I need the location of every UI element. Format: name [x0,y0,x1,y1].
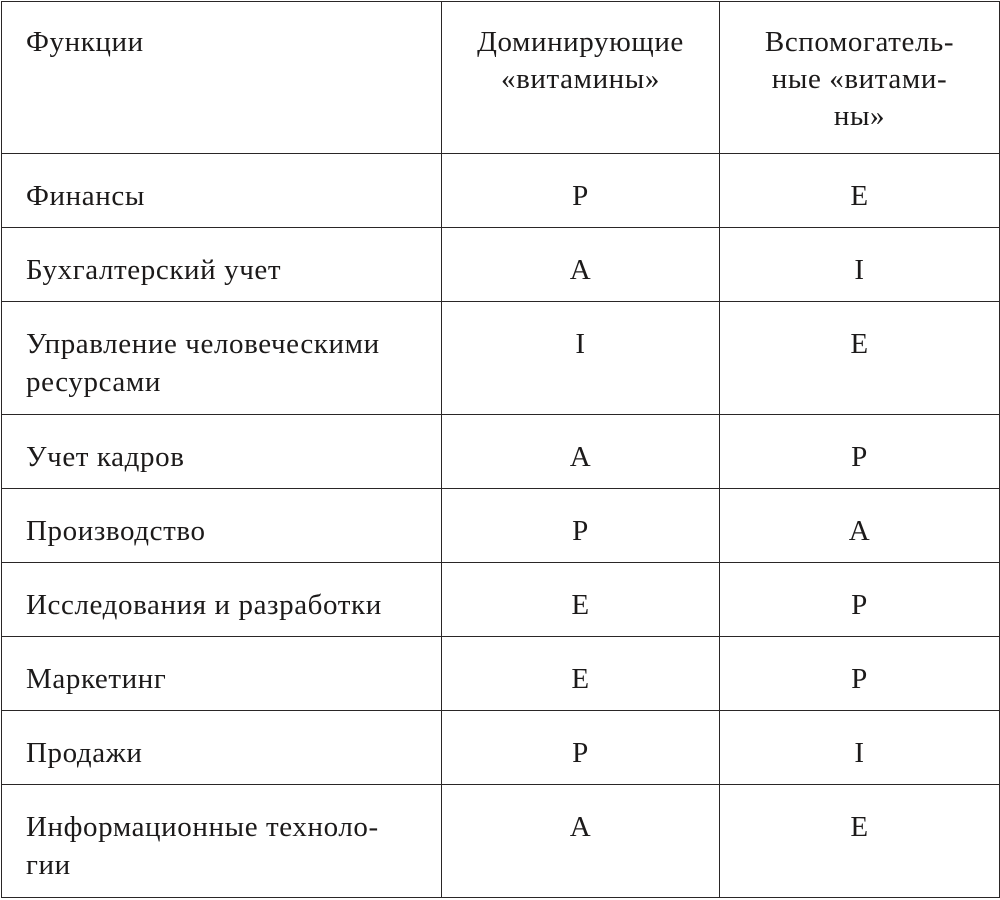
table-row [2,489,1000,563]
auxiliary-vitamin-cell: A [720,489,1000,563]
header-functions [2,2,442,154]
function-label-line-1: Управление человеческими [26,328,380,360]
header-dominant-line-2: «витамины» [501,63,660,95]
function-cell [2,637,442,711]
auxiliary-vitamin-cell: E [720,785,1000,898]
auxiliary-vitamin-cell: I [720,711,1000,785]
function-label: Продажи [26,737,143,769]
auxiliary-vitamin-cell: E [720,302,1000,415]
dominant-vitamin-cell: A [442,785,720,898]
table-row [2,563,1000,637]
table-row [2,785,1000,898]
dominant-vitamin-cell: E [442,563,720,637]
function-label: Производство [26,515,206,547]
function-cell [2,154,442,228]
function-label: Исследования и разработки [26,589,382,621]
function-cell [2,489,442,563]
auxiliary-vitamin-cell: I [720,228,1000,302]
function-label-line-1: Информационные техноло- [26,811,379,843]
function-cell [2,302,442,415]
header-auxiliary-line-2: ные «витами- [771,63,948,95]
auxiliary-vitamin-cell: P [720,415,1000,489]
table-row [2,154,1000,228]
functions-vitamins-table [1,1,1000,898]
table-row [2,302,1000,415]
auxiliary-vitamin-cell: P [720,637,1000,711]
table-row [2,637,1000,711]
auxiliary-vitamin-cell: E [720,154,1000,228]
function-label: Бухгалтерский учет [26,254,282,286]
auxiliary-vitamin-cell: P [720,563,1000,637]
header-dominant-vitamins [442,2,720,154]
function-cell [2,563,442,637]
dominant-vitamin-cell: I [442,302,720,415]
dominant-vitamin-cell: P [442,711,720,785]
dominant-vitamin-cell: A [442,415,720,489]
dominant-vitamin-cell: A [442,228,720,302]
header-auxiliary-vitamins [720,2,1000,154]
function-label-line-2: гии [26,849,71,881]
header-auxiliary-line-3: ны» [833,100,886,132]
function-label-line-2: ресурсами [26,366,161,398]
dominant-vitamin-cell: E [442,637,720,711]
dominant-vitamin-cell: P [442,154,720,228]
table-header-row [2,2,1000,154]
function-label: Учет кадров [26,441,185,473]
function-cell [2,785,442,898]
function-label: Маркетинг [26,663,167,695]
function-cell [2,415,442,489]
function-cell [2,228,442,302]
function-label: Финансы [26,180,145,212]
dominant-vitamin-cell: P [442,489,720,563]
header-functions-label: Функции [26,26,144,58]
function-cell [2,711,442,785]
table-row [2,415,1000,489]
table-row [2,711,1000,785]
header-dominant-line-1: Доминирующие [477,26,684,58]
table-row [2,228,1000,302]
header-auxiliary-line-1: Вспомогатель- [764,26,955,58]
